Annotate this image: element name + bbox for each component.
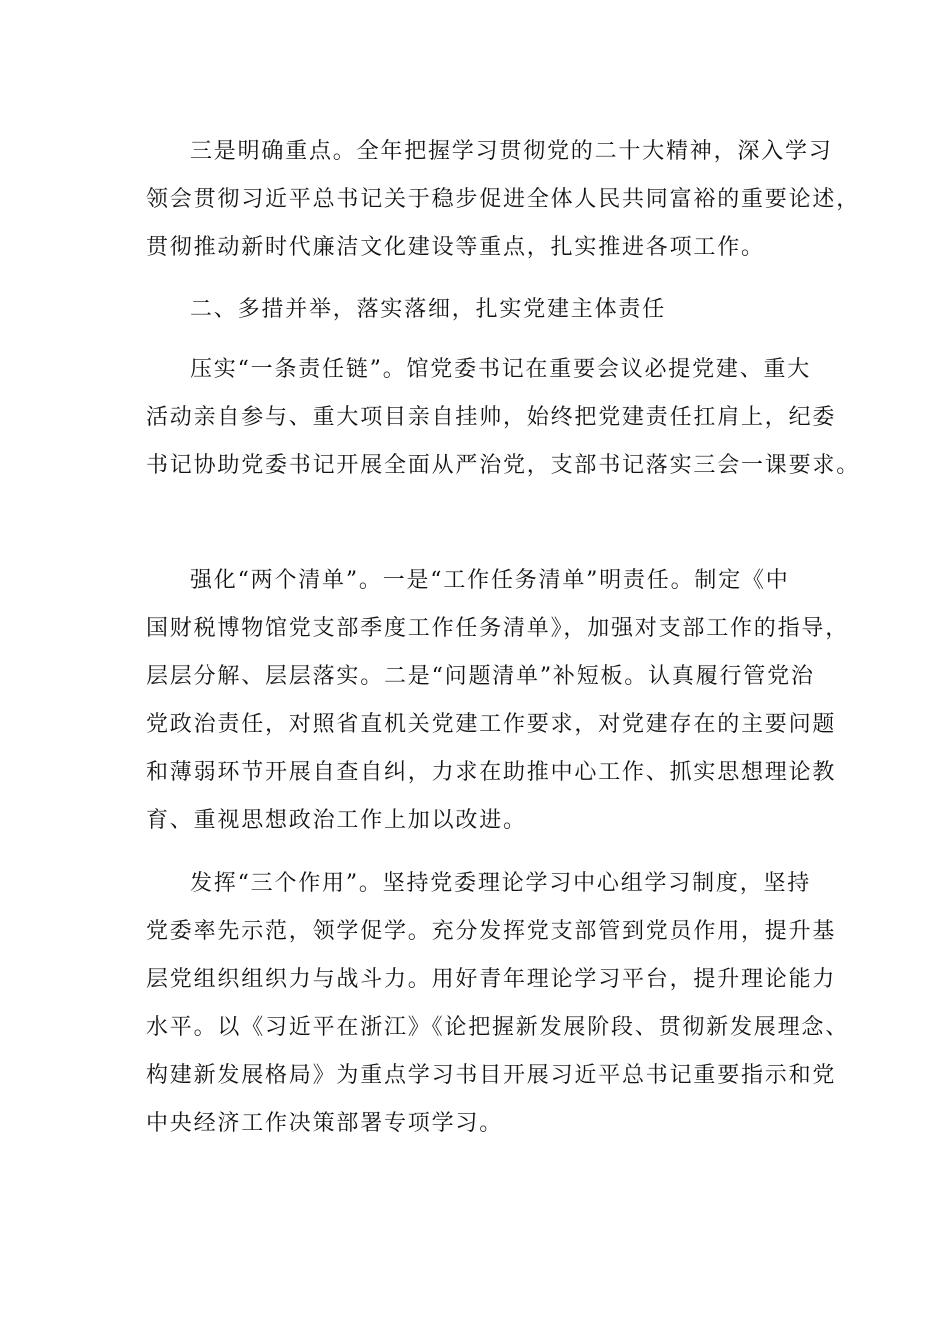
paragraph-4-line-4: 党政治责任，对照省直机关党建工作要求，对党建存在的主要问题 bbox=[146, 712, 837, 737]
paragraph-4-line-2: 国财税博物馆党支部季度工作任务清单》，加强对支部工作的指导， bbox=[146, 616, 850, 641]
paragraph-3-line-2: 活动亲自参与、重大项目亲自挂帅，始终把党建责任扛肩上，纪委 bbox=[146, 405, 837, 430]
paragraph-4-line-3: 层层分解、层层落实。二是“问题清单”补短板。认真履行管党治 bbox=[146, 664, 815, 689]
paragraph-4-line-5: 和薄弱环节开展自查自纠，力求在助推中心工作、抓实思想理论教 bbox=[146, 760, 837, 785]
paragraph-5-line-4: 水平。以《习近平在浙江》《论把握新发展阶段、贯彻新发展理念、 bbox=[146, 1015, 850, 1040]
paragraph-3-line-1: 压实“一条责任链”。馆党委书记在重要会议必提党建、重大 bbox=[190, 357, 812, 382]
paragraph-5-line-2: 党委率先示范，领学促学。充分发挥党支部管到党员作用，提升基 bbox=[146, 919, 837, 944]
section-heading: 二、多措并举，落实落细，扎实党建主体责任 bbox=[190, 297, 667, 322]
paragraph-5-line-5: 构建新发展格局》为重点学习书目开展习近平总书记重要指示和党 bbox=[146, 1063, 837, 1088]
paragraph-4-line-1: 强化“两个清单”。一是“工作任务清单”明责任。制定《中 bbox=[190, 568, 790, 593]
paragraph-3-line-3: 书记协助党委书记开展全面从严治党，支部书记落实三会一课要求。 bbox=[146, 453, 861, 478]
paragraph-5-line-1: 发挥“三个作用”。坚持党委理论学习中心组学习制度，坚持 bbox=[190, 871, 812, 896]
paragraph-1-line-2: 领会贯彻习近平总书记关于稳步促进全体人民共同富裕的重要论述， bbox=[146, 187, 861, 212]
paragraph-4-line-6: 育、重视思想政治工作上加以改进。 bbox=[146, 808, 527, 833]
paragraph-5-line-6: 中央经济工作决策部署专项学习。 bbox=[146, 1111, 504, 1136]
paragraph-1-line-3: 贯彻推动新时代廉洁文化建设等重点，扎实推进各项工作。 bbox=[146, 235, 765, 260]
paragraph-1-line-1: 三是明确重点。全年把握学习贯彻党的二十大精神，深入学习 bbox=[190, 139, 833, 164]
paragraph-5-line-3: 层党组织组织力与战斗力。用好青年理论学习平台，提升理论能力 bbox=[146, 967, 837, 992]
